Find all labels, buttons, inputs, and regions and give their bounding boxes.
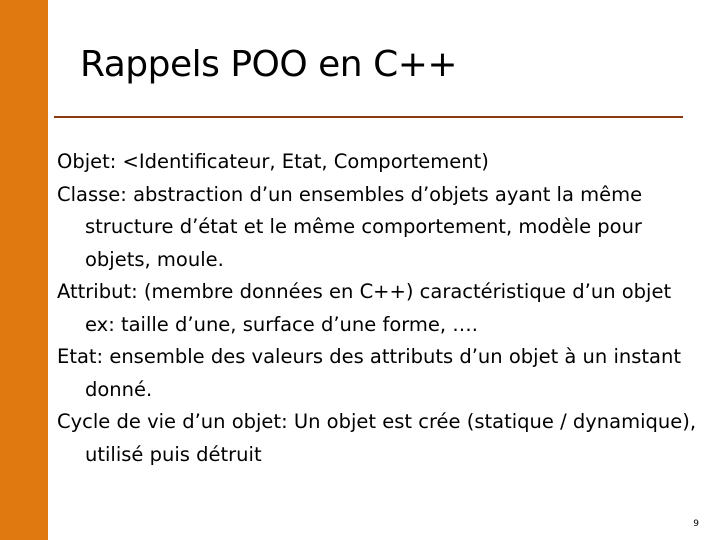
bullet-objet: Objet: <Identificateur, Etat, Comportement) bbox=[57, 150, 489, 173]
bullet-cycle-de-vie: Cycle de vie d’un objet: Un objet est crée (statique / dynamique), utilisé puis détruit bbox=[57, 410, 697, 466]
slide-title: Rappels POO en C++ bbox=[80, 44, 458, 85]
left-accent-bar bbox=[0, 0, 48, 540]
title-divider bbox=[54, 116, 683, 118]
bullet-etat: Etat: ensemble des valeurs des attributs d’un objet à un instant donné. bbox=[57, 345, 682, 401]
bullet-list bbox=[57, 146, 697, 471]
bullet-attribut: Attribut: (membre données en C++) caractéristique d’un objet ex: taille d’une, surface d’une forme, …. bbox=[57, 280, 672, 336]
bullet-classe: Classe: abstraction d’un ensembles d’objets ayant la même structure d’état et le même comportement, modèle pour objets, moule. bbox=[57, 182, 643, 271]
page-number: 9 bbox=[693, 519, 699, 529]
